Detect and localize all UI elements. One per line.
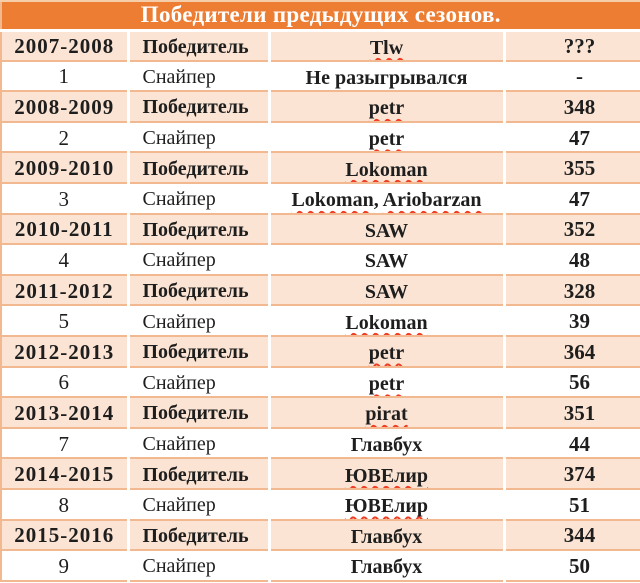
name-cell — [269, 214, 504, 245]
role-cell: Победитель — [128, 152, 269, 183]
misspelled-name-text: Lokoman — [345, 158, 428, 181]
name-text: SAW — [364, 281, 409, 304]
season-cell: 6 — [1, 367, 128, 398]
role-cell: Снайпер — [128, 61, 269, 92]
misspelled-name-text: pirat — [365, 403, 408, 426]
table-row — [1, 489, 640, 520]
score-cell: 344 — [504, 520, 640, 551]
name-cell — [269, 428, 504, 459]
name-cell — [269, 367, 504, 398]
score-cell: 51 — [504, 489, 640, 520]
score-cell: 56 — [504, 367, 640, 398]
score-cell: 374 — [504, 458, 640, 489]
season-cell: 2007-2008 — [1, 30, 128, 61]
name-cell — [269, 61, 504, 92]
misspelled-name-text: petr — [368, 372, 405, 395]
season-cell: 5 — [1, 305, 128, 336]
role-cell: Победитель — [128, 520, 269, 551]
season-cell: 1 — [1, 61, 128, 92]
table-row — [1, 61, 640, 92]
role-cell: Победитель — [128, 91, 269, 122]
score-cell: 328 — [504, 275, 640, 306]
role-cell: Снайпер — [128, 305, 269, 336]
table-row — [1, 550, 640, 581]
misspelled-name-text: ЮВЕлир — [344, 464, 429, 487]
role-cell: Снайпер — [128, 428, 269, 459]
table-row — [1, 152, 640, 183]
role-cell: Победитель — [128, 336, 269, 367]
name-cell — [269, 489, 504, 520]
name-cell — [269, 305, 504, 336]
name-text: , — [373, 189, 383, 212]
table-row — [1, 91, 640, 122]
table-row — [1, 520, 640, 551]
table-row — [1, 336, 640, 367]
table-row — [1, 183, 640, 214]
name-cell — [269, 30, 504, 61]
table-row — [1, 367, 640, 398]
role-cell: Победитель — [128, 397, 269, 428]
season-cell: 2015-2016 — [1, 520, 128, 551]
season-cell: 2008-2009 — [1, 91, 128, 122]
name-text: Главбух — [350, 525, 423, 548]
name-cell — [269, 244, 504, 275]
misspelled-name-text: petr — [368, 128, 405, 151]
score-cell: ??? — [504, 30, 640, 61]
table-header-row — [1, 1, 640, 30]
role-cell: Снайпер — [128, 122, 269, 153]
table-row — [1, 244, 640, 275]
table-row — [1, 275, 640, 306]
score-cell: 355 — [504, 152, 640, 183]
role-cell: Снайпер — [128, 489, 269, 520]
season-cell: 2 — [1, 122, 128, 153]
role-cell: Победитель — [128, 458, 269, 489]
table-row — [1, 458, 640, 489]
season-cell: 2010-2011 — [1, 214, 128, 245]
season-cell: 2009-2010 — [1, 152, 128, 183]
score-cell: 50 — [504, 550, 640, 581]
score-cell: 44 — [504, 428, 640, 459]
table-row — [1, 122, 640, 153]
name-cell — [269, 397, 504, 428]
misspelled-name-text: Ariobarzan — [382, 189, 482, 212]
table-row — [1, 30, 640, 61]
season-cell: 7 — [1, 428, 128, 459]
name-cell — [269, 520, 504, 551]
name-text: Главбух — [350, 434, 423, 457]
name-cell — [269, 550, 504, 581]
role-cell: Победитель — [128, 275, 269, 306]
name-text: Не разыгрывался — [305, 66, 468, 89]
misspelled-name-text: Lokoman — [291, 189, 374, 212]
score-cell: 39 — [504, 305, 640, 336]
name-cell — [269, 122, 504, 153]
season-cell: 2014-2015 — [1, 458, 128, 489]
season-cell: 2011-2012 — [1, 275, 128, 306]
season-cell: 9 — [1, 550, 128, 581]
name-text: SAW — [364, 219, 409, 242]
table-title: Победители предыдущих сезонов. — [140, 2, 501, 28]
season-cell: 4 — [1, 244, 128, 275]
score-cell: 348 — [504, 91, 640, 122]
score-cell: - — [504, 61, 640, 92]
season-cell: 8 — [1, 489, 128, 520]
score-cell: 48 — [504, 244, 640, 275]
misspelled-name-text: petr — [368, 97, 405, 120]
season-cell: 3 — [1, 183, 128, 214]
role-cell: Победитель — [128, 214, 269, 245]
name-text: SAW — [364, 250, 409, 273]
name-cell — [269, 275, 504, 306]
season-cell: 2012-2013 — [1, 336, 128, 367]
table-row — [1, 397, 640, 428]
score-cell: 47 — [504, 183, 640, 214]
role-cell: Снайпер — [128, 183, 269, 214]
name-cell — [269, 183, 504, 214]
score-cell: 364 — [504, 336, 640, 367]
name-cell — [269, 336, 504, 367]
score-cell: 47 — [504, 122, 640, 153]
role-cell: Снайпер — [128, 367, 269, 398]
name-cell — [269, 458, 504, 489]
table-title-cell — [1, 1, 640, 30]
table-row — [1, 428, 640, 459]
season-cell: 2013-2014 — [1, 397, 128, 428]
role-cell: Снайпер — [128, 550, 269, 581]
score-cell: 352 — [504, 214, 640, 245]
misspelled-name-text: Lokoman — [345, 311, 428, 334]
role-cell: Снайпер — [128, 244, 269, 275]
table-row — [1, 305, 640, 336]
score-cell: 351 — [504, 397, 640, 428]
name-text: Главбух — [350, 556, 423, 579]
misspelled-name-text: Tlw — [369, 36, 404, 59]
misspelled-name-text: ЮВЕлир — [344, 495, 429, 518]
name-cell — [269, 91, 504, 122]
table-row — [1, 214, 640, 245]
misspelled-name-text: petr — [368, 342, 405, 365]
role-cell: Победитель — [128, 30, 269, 61]
name-cell — [269, 152, 504, 183]
